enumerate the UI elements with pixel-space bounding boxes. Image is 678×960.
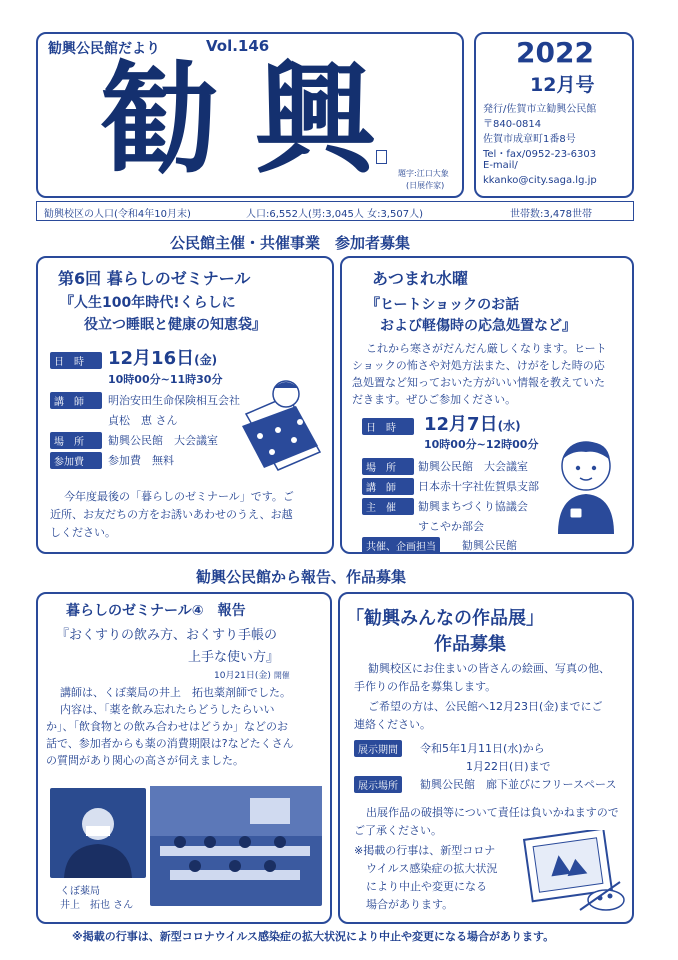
lecturer-tag: 講 師 xyxy=(50,392,102,409)
report-held-label: 開催 xyxy=(273,671,290,680)
exhibit-subheading: 作品募集 xyxy=(434,634,506,655)
exhibit-period-2: 1月22日(日)まで xyxy=(466,760,551,773)
seminar-date-value: 12月16日 xyxy=(108,348,195,369)
exhibit-body-4: 連絡ください。 xyxy=(354,718,431,731)
seminar-time: 10時00分~11時30分 xyxy=(108,373,223,386)
atsumare-subtitle-1: 『ヒートショックのお話 xyxy=(366,297,520,313)
publisher: 発行/佐賀市立勧興公民館 xyxy=(483,104,597,115)
issue-year: 2022 xyxy=(516,36,594,69)
atsumare-heading: あつまれ水曜 xyxy=(372,269,469,288)
seminar-room-photo xyxy=(150,786,322,906)
exhibit-note-3: ※掲載の行事は、新型コロナ xyxy=(354,844,496,857)
exhibit-note-5: により中止や変更になる xyxy=(366,880,487,893)
exhibit-note-1: 出展作品の破損等について責任は負いかねますので xyxy=(366,806,619,819)
exhibit-period-tag: 展示期間 xyxy=(354,740,402,757)
photo-caption-2: 井上 拓也 さん xyxy=(60,900,134,911)
calligraphy-title-2: 興 xyxy=(255,49,375,190)
atsumare-lecturer: 日本赤十字社佐賀県支部 xyxy=(418,480,539,493)
report-body-5: の質問があり関心の高さが伺えました。 xyxy=(46,754,244,767)
population-label: 勧興校区の人口(令和4年10月末) xyxy=(44,209,191,220)
atsumare-date xyxy=(424,410,521,436)
atsumare-co: 勧興公民館 xyxy=(462,539,517,552)
title-credit-sub: (日展作家) xyxy=(406,181,445,190)
address: 佐賀市成章町1番8号 xyxy=(483,134,576,145)
seminar-weekday: (金) xyxy=(194,353,218,367)
exhibit-place-tag: 展示場所 xyxy=(354,776,402,793)
atsumare-host-2: すこやか部会 xyxy=(418,520,484,533)
exhibit-note-6: 場合があります。 xyxy=(366,898,454,911)
household-count: 世帯数:3,478世帯 xyxy=(510,209,592,220)
report-body-4: 話で、参加者からも薬の消費期限は?などたくさん xyxy=(46,737,294,750)
report-body-1: 講師は、くぼ薬局の井上 拓也薬剤師でした。 xyxy=(60,686,291,699)
calligraphy-title-1: 勧 xyxy=(100,49,220,190)
postal-code: 〒840-0814 xyxy=(483,119,542,130)
exhibit-note-4: ウイルス感染症の拡大状況 xyxy=(366,862,498,875)
atsumare-place: 勧興公民館 大会議室 xyxy=(418,460,528,473)
seminar-body-2: 近所、お友だちの方をお誘いあわせのうえ、お越 xyxy=(50,508,293,521)
footer-note: ※掲載の行事は、新型コロナウイルス感染症の拡大状況により中止や変更になる場合があります。 xyxy=(72,930,555,943)
seminar-subtitle-1: 『人生100年時代!くらしに xyxy=(60,295,236,311)
atsumare-host-tag: 主 催 xyxy=(362,498,414,515)
atsumare-weekday: (水) xyxy=(497,419,521,433)
section-title-reports: 勧興公民館から報告、作品募集 xyxy=(196,568,407,586)
fee-tag: 参加費 xyxy=(50,452,102,469)
seminar-lecturer-name: 貞松 恵 さん xyxy=(108,414,178,427)
exhibit-body-3: ご希望の方は、公民館へ12月23日(金)までにご xyxy=(368,700,603,713)
population-total: 人口:6,552人(男:3,045人 女:3,507人) xyxy=(246,209,423,220)
atsumare-place-tag: 場 所 xyxy=(362,458,414,475)
lecturer-photo xyxy=(50,788,146,878)
report-subtitle-1: 『おくすりの飲み方、おくすり手帳の xyxy=(56,628,278,643)
atsumare-date-value: 12月7日 xyxy=(424,414,498,435)
seminar-lecturer-org: 明治安田生命保険相互会社 xyxy=(108,394,240,407)
atsumare-time: 10時00分~12時00分 xyxy=(424,438,539,451)
seminar-body-3: しください。 xyxy=(50,526,116,539)
seminar-fee: 参加費 無料 xyxy=(108,454,174,467)
date-tag: 日 時 xyxy=(50,352,102,369)
report-held-date: 10月21日(金) xyxy=(214,671,271,681)
painting-illustration xyxy=(520,830,630,914)
atsumare-body-1: これから寒さがだんだん厳しくなります。ヒート xyxy=(366,342,607,355)
seminar-body-1: 今年度最後の「暮らしのゼミナール」です。ご xyxy=(64,490,294,503)
photo-caption-1: くぼ薬局 xyxy=(60,886,100,897)
seminar-subtitle-2: 役立つ睡眠と健康の知恵袋』 xyxy=(84,317,266,333)
seminar-date xyxy=(108,344,217,370)
report-body-2: 内容は、「薬を飲み忘れたらどうしたらいい xyxy=(60,703,275,716)
email-address[interactable]: kkanko@city.saga.lg.jp xyxy=(483,175,597,186)
exhibit-note-2: ご了承ください。 xyxy=(354,824,442,837)
exhibit-period-1: 令和5年1月11日(水)から xyxy=(420,742,545,755)
seal-stamp xyxy=(376,150,387,164)
report-subtitle-2: 上手な使い方』 xyxy=(188,650,280,665)
section-title-events: 公民館主催・共催事業 参加者募集 xyxy=(170,234,411,252)
place-tag: 場 所 xyxy=(50,432,102,449)
atsumare-subtitle-2: および軽傷時の応急処置など』 xyxy=(380,318,576,334)
report-held xyxy=(214,668,290,681)
atsumare-date-tag: 日 時 xyxy=(362,418,414,435)
title-credit: 題字:江口大象 xyxy=(398,169,449,178)
atsumare-lecturer-tag: 講 師 xyxy=(362,478,414,495)
atsumare-co-tag: 共催、企画担当 xyxy=(362,537,440,554)
exhibit-heading: 「勧興みんなの作品展」 xyxy=(346,608,544,629)
sleeping-person-illustration xyxy=(238,374,326,472)
issue-month: 12月号 xyxy=(530,74,595,96)
atsumare-body-2: ショックの怖さや対処方法また、けがをした時の応 xyxy=(352,359,605,372)
email-label: E-mail/ xyxy=(483,160,518,171)
exhibit-place: 勧興公民館 廊下並びにフリースペース xyxy=(420,778,617,791)
exhibit-body-2: 手作りの作品を募集します。 xyxy=(354,680,497,693)
phone-fax: Tel・fax/0952-23-6303 xyxy=(483,149,597,160)
report-heading: 暮らしのゼミナール④ 報告 xyxy=(66,603,246,619)
newsletter-series: 勧興公民館だより xyxy=(48,41,160,57)
atsumare-host-1: 勧興まちづくり協議会 xyxy=(418,500,528,513)
atsumare-body-4: だきます。ぜひご参加ください。 xyxy=(352,393,517,406)
exhibit-body-1: 勧興校区にお住まいの皆さんの絵画、写真の他、 xyxy=(368,662,610,675)
boy-illustration xyxy=(548,436,626,536)
seminar-heading: 第6回 暮らしのゼミナール xyxy=(58,269,251,288)
volume-number: Vol.146 xyxy=(206,37,270,55)
seminar-place: 勧興公民館 大会議室 xyxy=(108,434,218,447)
report-body-3: か」、「飲食物との飲み合わせはどうか」などのお xyxy=(46,720,288,733)
atsumare-body-3: 急処置など知っておいた方がいい情報を教えていた xyxy=(352,376,605,389)
